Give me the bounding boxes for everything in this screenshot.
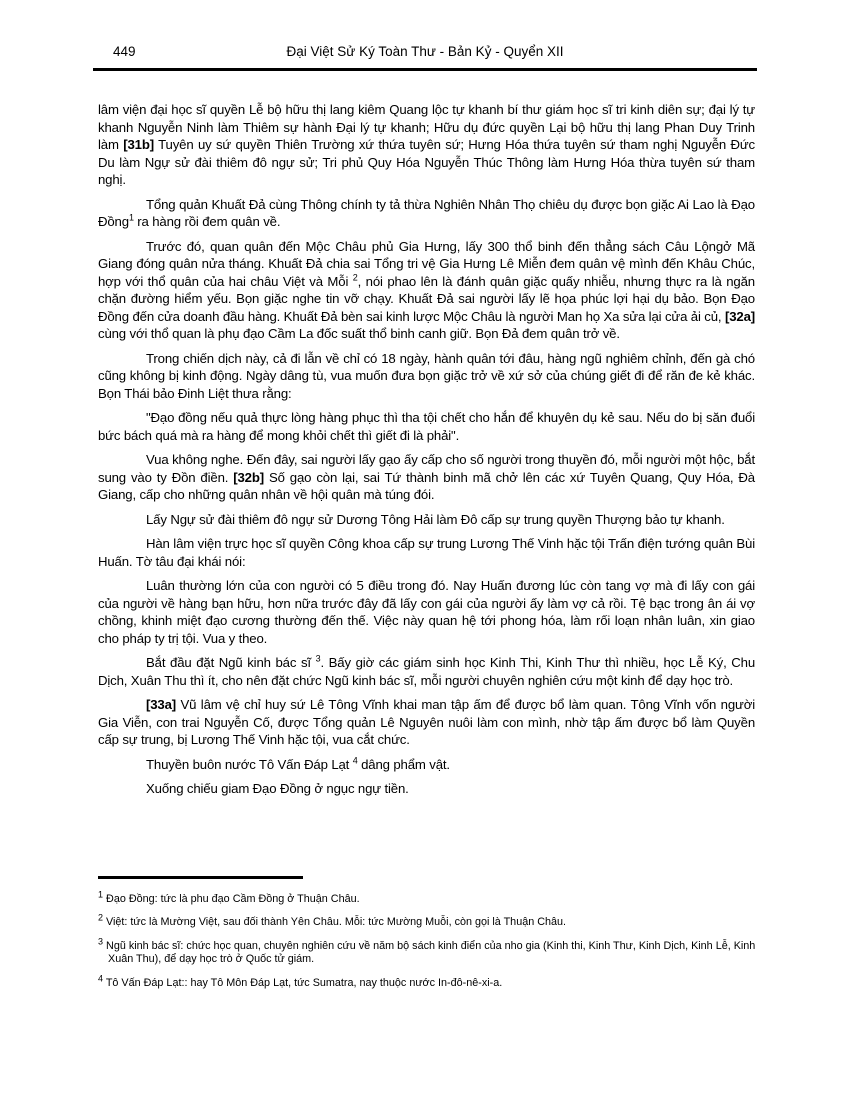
page-marker: [33a] [146,697,177,712]
paragraph [98,101,755,189]
footnote-marker: 2 [98,912,104,923]
text-segment: Trước đó, quan quân đến Mộc Châu phủ Gia Hưng, lấy 300 thổ binh đến thẳng sách Câu Lộngở Mã Giang đóng quân nửa tháng. Khuất Đả chia sai Tổng tri vệ Gia Hưng Lê Miễn đem quân vệ mình đến Khâu Chúc, hợp với thổ quân của hai châu Việt và Mỗi [98,238,755,289]
text-segment: Hàn lâm viện trực học sĩ quyền Công khoa cấp sự trung Lương Thế Vinh hặc tội Trấn điện tướng quân Bùi Huấn. Tờ tâu đại khái nói: [98,536,755,569]
footnote-ref: 2 [352,272,358,283]
text-segment: Số gạo còn lại, sai Tứ thành binh mã chở lên các xứ Tuyên Quang, Quy Hóa, Đà Giang, cấp cho những quân nhân về hội quân mà túng đói. [98,469,755,502]
page-marker: [31b] [123,137,154,152]
text-segment: "Đạo đồng nếu quả thực lòng hàng phục thì tha tội chết cho hắn để khuyên dụ kẻ sau. Nếu do bị săn đuổi bức bách quá mà ra hàng để mong khỏi chết thì giết đi là phải". [98,410,755,443]
text-segment: Luân thường lớn của con người có 5 điều trong đó. Nay Huấn đương lúc còn tang vợ mà đi lấy con gái của người về hàng bạn hữu, hơn nữa trước đây đã lấy con gái của người ấy làm vợ cả rồi. Tệ bạc trong ân ái vợ chồng, khinh miệt đạo cương thường đến thế. Việc này quan hệ tới phong hóa, làm rối loạn nhân luân, xin giao cho pháp ty trị tội. Vua y theo. [98,578,755,646]
paragraph [98,238,755,343]
paragraph [98,511,755,529]
text-segment: cùng với thổ quan là phụ đạo Cầm La đốc suất thổ binh canh giữ. Bọn Đả đem quân trở về. [98,326,620,341]
footnote-marker: 4 [98,973,104,984]
paragraph [98,756,755,774]
footnote [98,889,758,906]
paragraph [98,196,755,231]
page-header [93,0,757,71]
page-number: 449 [113,44,136,59]
footnote-ref: 1 [128,212,134,223]
paragraph [98,350,755,403]
text-segment: Vua không nghe. Đến đây, sai người lấy gạo ấy cấp cho số người trong thuyền đó, mỗi người một hộc, bắt sung vào ty Đồn điền. [98,452,755,485]
text-segment: Vũ lâm vệ chỉ huy sứ Lê Tông Vĩnh khai man tập ấm để được bổ làm quan. Tông Vĩnh vốn người Gia Viễn, con trai Nguyễn Cố, được Tổng quản Lê Nguyên nuôi làm con mình, nhờ tập ấm được bổ làm Quyền cấp sự trung, bị Lương Thế Vinh hặc tội, vua cắt chức. [98,697,755,747]
page-marker: [32a] [724,308,755,324]
paragraph [98,654,755,689]
text-segment: Bắt đầu đặt Ngũ kinh bác sĩ [146,655,316,670]
footnote-ref: 4 [352,755,358,766]
footnote-text: Tô Vấn Đáp Lạt:: hay Tô Môn Đáp Lạt, tức Sumatra, nay thuộc nước In-đô-nê-xi-a. [103,976,503,989]
paragraph [98,409,755,444]
text-segment: Xuống chiếu giam Đạo Đồng ở ngục ngự tiền. [146,781,409,796]
paragraph [98,451,755,504]
text-segment: Tổng quản Khuất Đả cùng Thông chính ty tả thừa Nghiên Nhân Thọ chiêu dụ được bọn giặc Ai Lao là Đạo Đồng [98,196,755,229]
page-marker: [32b] [233,469,265,485]
page-title: Đại Việt Sử Ký Toàn Thư - Bản Kỷ - Quyển XII [286,44,564,59]
footnote-marker: 1 [98,889,104,900]
text-segment: ra hàng rồi đem quân về. [133,214,281,229]
text-segment: dâng phẩm vật. [357,756,450,772]
paragraph [98,535,755,570]
footnote-text: Đạo Đồng: tức là phu đạo Cầm Đồng ở Thuận Châu. [103,893,360,905]
paragraph [98,780,755,798]
footnote-text: Việt: tức là Mường Việt, sau đối thành Yên Châu. Mỗi: tức Mường Muỗi, còn gọi là Thuận Châu. [103,916,567,929]
text-segment: Thuyền buôn nước Tô Vấn Đáp Lạt [146,756,353,772]
footnote-ref: 3 [315,653,321,664]
text-segment: . Bấy giờ các giám sinh học Kinh Thi, Kinh Thư thì nhiều, học Lễ Ký, Chu Dịch, Xuân Thu thì ít, cho nên đặt chức Ngũ kinh bác sĩ, mỗi người chuyên nghiên cứu một kinh để dạy học trò. [98,655,755,688]
text-segment: Trong chiến dịch này, cả đi lẫn về chỉ có 18 ngày, hành quân tới đâu, hàng ngũ nghiêm chỉnh, đến gà chó cũng không bị kinh động. Ngày dâng tù, vua muốn đưa bọn giặc trở về xứ sở của chúng giết đi để răn đe kẻ khác. Bọn Thái bảo Đinh Liệt thưa rằng: [98,350,755,401]
footnote-text: Ngũ kinh bác sĩ: chức học quan, chuyên nghiên cứu về năm bộ sách kinh điển của nho gia (Kinh thi, Kinh Thư, Kinh Dịch, Kinh Lễ, Kinh Xuân Thu), để dạy học trò ở Quốc tử giám. [103,939,756,966]
paragraph [98,577,755,647]
body-text [98,101,755,798]
text-segment: , nói phao lên là đánh quân giặc quấy nhiễu, nhưng thực ra là ngăn chặn đường hiểm yếu. Bọn giặc nghe tin vỡ chạy. Khuất Đả sai người lấy lẽ họa phúc lợi hại dụ bảo. Bọn Đạo Đồng đến cửa doanh đầu hàng. Khuất Đả bèn sai kinh lược Mộc Châu là người Man họ Xa sửa lại cửa ải củ, [98,273,755,324]
footnote-marker: 3 [98,936,104,947]
text-segment: Lấy Ngự sử đài thiêm đô ngự sử Dương Tông Hải làm Đô cấp sự trung quyền Thượng bảo tự khanh. [146,511,725,527]
footnote-section [98,876,758,1000]
text-segment: lâm viện đại học sĩ quyền Lễ bộ hữu thị lang kiêm Quang lộc tự khanh bí thư giám học sĩ tri kinh diên sự; đại lý tự khanh Nguyễn Ninh làm Thiêm sự hành Đại lý tự khanh; Hữu dụ đức quyền Lại bộ hữu thị lang Phan Duy Trinh làm [98,102,755,152]
footnote [98,936,758,967]
footnote-separator [98,876,303,879]
footnote-list [98,889,758,990]
footnote [98,912,758,929]
text-segment: Tuyên uy sứ quyền Thiên Trường xứ thứa tuyên sứ; Hưng Hóa thứa tuyên sứ tham nghị Nguyễn Đức Du làm Ngự sử đài thiêm đô ngự sử; Tri phủ Quy Hóa Nguyễn Thúc Thông làm Hưng Hóa thừa tuyên sứ tham nghị. [98,137,755,187]
paragraph [98,696,755,749]
footnote [98,973,758,990]
